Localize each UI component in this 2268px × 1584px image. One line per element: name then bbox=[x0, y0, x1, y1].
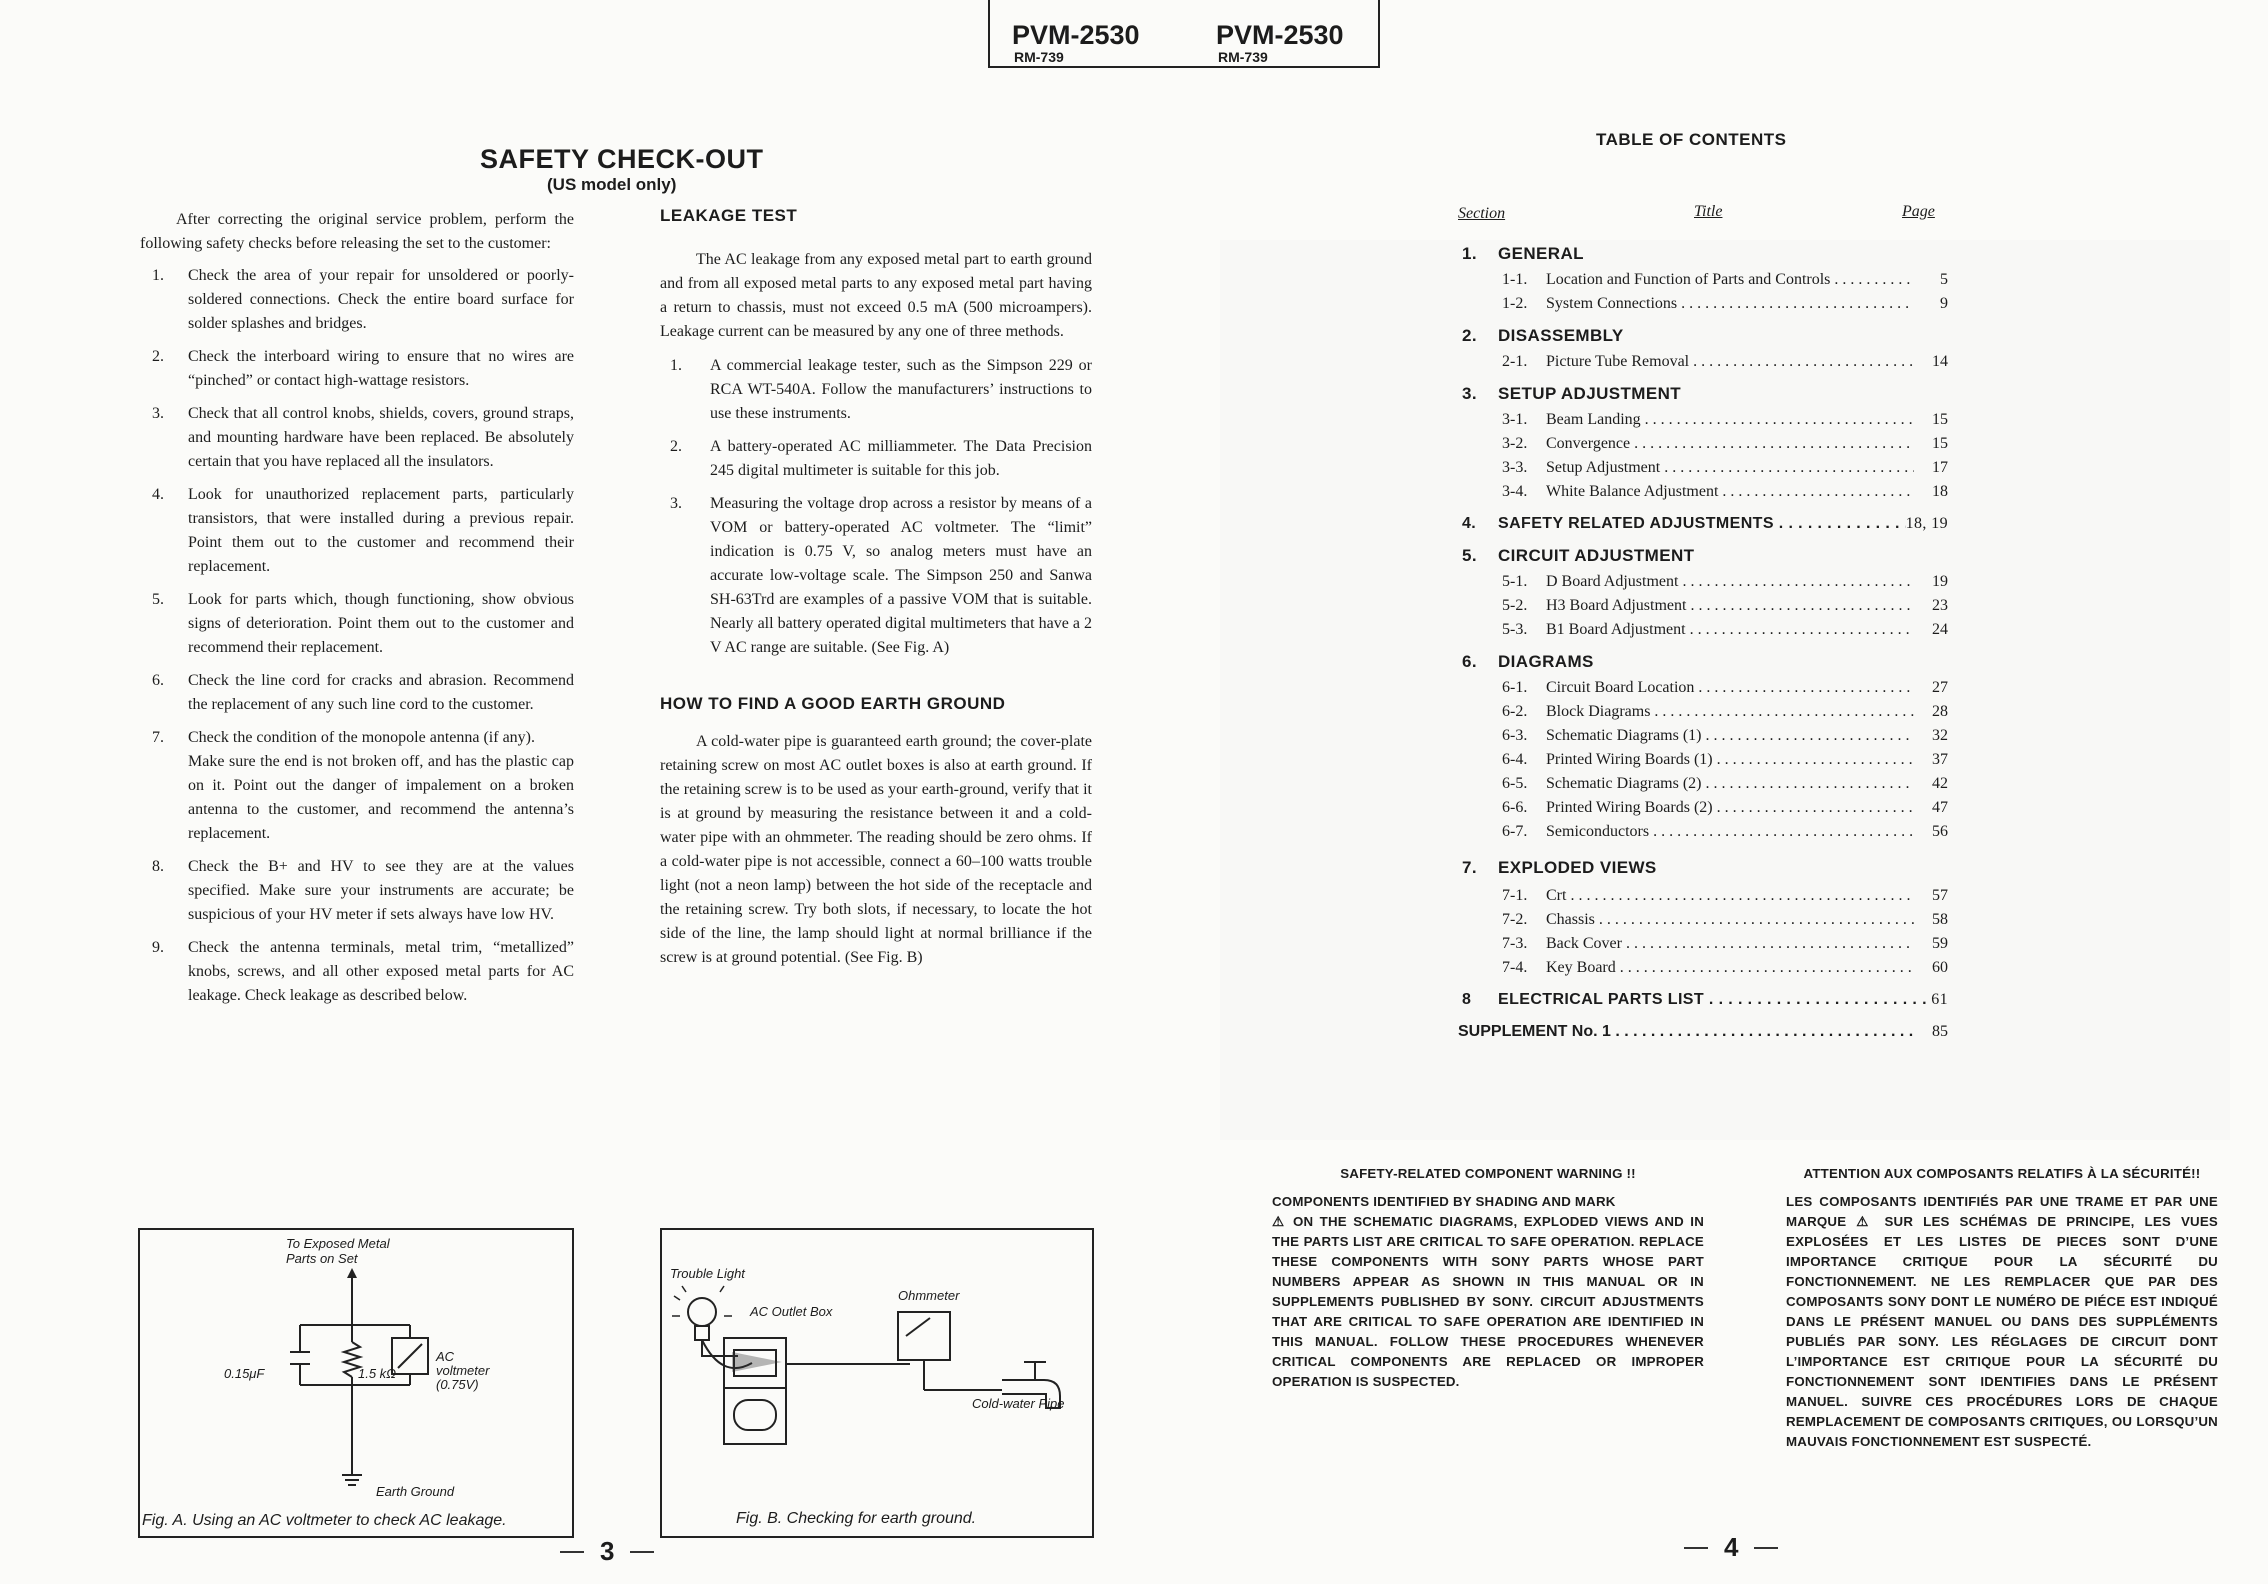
method-item: 1. A commercial leakage tester, such as the Simpson 229 or RCA WT-540A. Follow the manufacturers’ instructions to use these instruments. bbox=[670, 357, 1092, 422]
check-item: 4. Look for unauthorized replacement parts, particularly transistors, that were installed during a previous repair. Point them out to the customer and recommend their replacement. bbox=[152, 486, 574, 575]
toc-entry[interactable]: 3-3. Setup Adjustment . . . 17 bbox=[1502, 456, 1948, 480]
toc-entry[interactable]: 6-6. Printed Wiring Boards (2) . . . 47 bbox=[1502, 796, 1948, 820]
fig-b-caption: Fig. B. Checking for earth ground. bbox=[736, 1510, 977, 1527]
method-item: 2. A battery-operated AC milliammeter. The Data Precision 245 digital multimeter is suitable for this job. bbox=[670, 438, 1092, 479]
toc-entry[interactable]: 5-3. B1 Board Adjustment . . . 24 bbox=[1502, 618, 1948, 642]
model-right: PVM-2530 bbox=[1216, 20, 1344, 50]
figure-b bbox=[660, 1228, 1094, 1538]
caution-triangle-icon: ⚠ bbox=[1272, 1214, 1287, 1229]
check-item: 2. Check the interboard wiring to ensure that no wires are “pinched” or contact high-wattage resistors. bbox=[152, 348, 574, 389]
toc-entry[interactable]: 1-2. System Connections . . . 9 bbox=[1502, 292, 1948, 316]
intro-text: After correcting the original service problem, perform the following safety checks before releasing the set to the customer: bbox=[140, 211, 574, 252]
check-item: 8. Check the B+ and HV to see they are at the values specified. Make sure your instruments are accurate; be suspicious of your HV meter if sets always have low HV. bbox=[152, 858, 574, 923]
check-item: 1. Check the area of your repair for unsoldered or poorly-soldered connections. Check the entire board surface for solder splashes and bridges. bbox=[152, 267, 574, 332]
ohmmeter-label: Ohmmeter bbox=[898, 1288, 960, 1303]
toc-col-section: Section bbox=[1458, 205, 1506, 222]
toc-section: 3. SETUP ADJUSTMENT bbox=[1462, 384, 1682, 403]
page-number-4: 4 bbox=[1684, 1532, 1778, 1563]
earth-text: A cold-water pipe is guaranteed earth ground; the cover-plate retaining screw on most AC outlet boxes is also at earth ground. If the retaining screw is to be used as your earth-ground, verify that it is at ground by measuring the resistance between it and a cold-water pipe with an ohmmeter. The reading should be zero ohms. If a cold-water pipe is not accessible, connect a 60–100 watts trouble light (not a neon lamp) between the hot side of the receptacle and the retaining screw. Try both slots, if necessary, to locate the hot side of the line, the lamp should light at normal brilliance if the screw is at ground potential. (See Fig. B) bbox=[660, 733, 1092, 966]
model-header bbox=[988, 0, 1380, 68]
toc-supplement[interactable]: SUPPLEMENT No. 1 . . . 85 bbox=[1458, 1020, 1948, 1044]
toc-entry[interactable]: 5-2. H3 Board Adjustment . . . 23 bbox=[1502, 594, 1948, 618]
toc-section[interactable]: 8 ELECTRICAL PARTS LIST . . . 61 bbox=[1462, 988, 1948, 1012]
toc-entry[interactable]: 6-1. Circuit Board Location . . . 27 bbox=[1502, 676, 1948, 700]
fig-a-caption: Fig. A. Using an AC voltmeter to check AC leakage. bbox=[142, 1512, 507, 1529]
leakage-column bbox=[660, 206, 1092, 970]
toc-entry[interactable]: 6-3. Schematic Diagrams (1) . . . 32 bbox=[1502, 724, 1948, 748]
caution-triangle-icon: ⚠ bbox=[1856, 1214, 1875, 1229]
toc-section: 2. DISASSEMBLY bbox=[1462, 326, 1624, 345]
outlet-box-label: AC Outlet Box bbox=[750, 1304, 833, 1319]
page-number-3: 3 bbox=[560, 1536, 654, 1567]
earth-heading: HOW TO FIND A GOOD EARTH GROUND bbox=[660, 694, 1006, 713]
fig-a-top-label: To Exposed Metal Parts on Set bbox=[286, 1236, 390, 1266]
voltmeter-label: AC voltmeter (0.75V) bbox=[436, 1349, 490, 1392]
toc-col-title: Title bbox=[1694, 203, 1723, 220]
method-item: 3. Measuring the voltage drop across a resistor by means of a VOM or battery-operated AC voltmeter. The “limit” indication is 0.75 V, so analog meters must have an accurate low-voltage scale. The Simpson 250 and Sanwa SH-63Trd are examples of a passive VOM that is suitable. Nearly all battery operated digital multimeters that have a 2 V AC range are suitable. (See Fig. A) bbox=[670, 495, 1092, 656]
rm-left: RM-739 bbox=[1014, 49, 1064, 65]
check-item: 3. Check that all control knobs, shields, covers, ground straps, and mounting hardware have been replaced. Be absolutely certain that you have replaced all the insulators. bbox=[152, 405, 574, 470]
toc-entry[interactable]: 7-4. Key Board . . . 60 bbox=[1502, 956, 1948, 980]
toc-title: TABLE OF CONTENTS bbox=[1596, 130, 1787, 149]
check-item: 9. Check the antenna terminals, metal trim, “metallized” knobs, screws, and all other exposed metal parts for AC leakage. Check leakage as described below. bbox=[152, 939, 574, 1004]
leakage-intro: The AC leakage from any exposed metal part to earth ground and from all exposed metal parts to any exposed metal part having a return to chassis, must not exceed 0.5 mA (500 microampers). Leakage current can be measured by any one of three methods. bbox=[660, 251, 1092, 340]
checks-column bbox=[140, 208, 574, 1017]
toc-entry[interactable]: 6-7. Semiconductors . . . 56 bbox=[1502, 820, 1948, 844]
toc-entry[interactable]: 6-5. Schematic Diagrams (2) . . . 42 bbox=[1502, 772, 1948, 796]
capacitor-label: 0.15μF bbox=[224, 1366, 265, 1381]
toc-list bbox=[1458, 244, 1948, 1044]
toc-col-page: Page bbox=[1902, 203, 1935, 220]
check-item: 7. Check the condition of the monopole antenna (if any). Make sure the end is not broken off, and has the plastic cap on it. Point out the danger of impalement on a broken antenna to the customer, and recommend the antenna’s replacement. bbox=[152, 729, 574, 842]
rm-right: RM-739 bbox=[1218, 49, 1268, 65]
warning-french: ATTENTION AUX COMPOSANTS RELATIFS À LA SÉCURITÉ!! LES COMPOSANTS IDENTIFIÉS PAR UNE TRAME ET PAR UNE MARQUE ⚠ SUR LES SCHÉMAS DE PRINCIPE, LES VUES EXPLOSÉES ET LES LISTES DE PIECES SONT D’UNE IMPORTANCE CRITIQUE POUR LA SÉCURITÉ DU FONCTIONNEMENT. NE LES REMPLACER QUE PAR DES COMPOSANTS SONY DONT LE NUMÉRO DE PIÉCE EST INDIQUÉ DANS LE PRÉSENT MANUEL OU DANS DES SUPPLÉMENTS PUBLIÉS PAR SONY. LES RÉGLAGES DE CIRCUIT DONT L’IMPORTANCE EST CRITIQUE POUR LA SÉCURITÉ DU FONCTIONNEMENT SONT IDENTIFIES DANS LE PRÉSENT MANUEL. SUIVRE CES PROCÉDURES LORS DE CHAQUE REMPLACEMENT DE COMPOSANTS CRITIQUES, OU LORSQU’UN MAUVAIS FONCTIONNEMENT EST SUSPECTÉ. bbox=[1786, 1166, 2218, 1449]
toc-entry[interactable]: 3-2. Convergence . . . 15 bbox=[1502, 432, 1948, 456]
page-title: SAFETY CHECK-OUT bbox=[480, 144, 764, 174]
toc-entry[interactable]: 7-3. Back Cover . . . 59 bbox=[1502, 932, 1948, 956]
leakage-heading: LEAKAGE TEST bbox=[660, 206, 798, 225]
toc-entry[interactable]: 1-1. Location and Function of Parts and Controls . . . 5 bbox=[1502, 268, 1948, 292]
cold-water-pipe-label: Cold-water Pipe bbox=[972, 1396, 1065, 1411]
toc-entry[interactable]: 7-2. Chassis . . . 58 bbox=[1502, 908, 1948, 932]
toc-entry[interactable]: 3-1. Beam Landing . . . 15 bbox=[1502, 408, 1948, 432]
toc-entry[interactable]: 2-1. Picture Tube Removal . . . 14 bbox=[1502, 350, 1948, 374]
check-item: 5. Look for parts which, though functioning, show obvious signs of deterioration. Point them out to the customer and recommend their replacement. bbox=[152, 591, 574, 656]
toc-section[interactable]: 4. SAFETY RELATED ADJUSTMENTS . . . 18, 19 bbox=[1462, 512, 1948, 536]
resistor-label: 1.5 kΩ bbox=[358, 1366, 397, 1381]
trouble-light-label: Trouble Light bbox=[670, 1266, 745, 1281]
warning-english: SAFETY-RELATED COMPONENT WARNING !! COMPONENTS IDENTIFIED BY SHADING AND MARK ⚠ ON THE SCHEMATIC DIAGRAMS, EXPLODED VIEWS AND IN THE PARTS LIST ARE CRITICAL TO SAFE OPERATION. REPLACE THESE COMPONENTS WITH SONY PARTS WHOSE PART NUMBERS APPEAR AS SHOWN IN THIS MANUAL OR IN SUPPLEMENTS PUBLISHED BY SONY. CIRCUIT ADJUSTMENTS THAT ARE CRITICAL TO SAFE OPERATION ARE IDENTIFIED IN THIS MANUAL. FOLLOW THESE PROCEDURES WHENEVER CRITICAL COMPONENTS ARE REPLACED OR IMPROPER OPERATION IS SUSPECTED. bbox=[1272, 1166, 1704, 1389]
toc-entry[interactable]: 6-4. Printed Wiring Boards (1) . . . 37 bbox=[1502, 748, 1948, 772]
page-subtitle: (US model only) bbox=[547, 175, 677, 194]
model-left: PVM-2530 bbox=[1012, 20, 1140, 50]
toc-entry[interactable]: 6-2. Block Diagrams . . . 28 bbox=[1502, 700, 1948, 724]
toc-section: 7. EXPLODED VIEWS bbox=[1462, 858, 1657, 877]
check-item: 6. Check the line cord for cracks and abrasion. Recommend the replacement of any such line cord to the customer. bbox=[152, 672, 574, 713]
toc-section: 1. GENERAL bbox=[1462, 244, 1584, 263]
toc-section: 5. CIRCUIT ADJUSTMENT bbox=[1462, 546, 1695, 565]
earth-ground-label: Earth Ground bbox=[376, 1484, 455, 1499]
toc-entry[interactable]: 7-1. Crt . . . 57 bbox=[1502, 884, 1948, 908]
toc-entry[interactable]: 3-4. White Balance Adjustment . . . 18 bbox=[1502, 480, 1948, 504]
toc-section: 6. DIAGRAMS bbox=[1462, 652, 1594, 671]
toc-entry[interactable]: 5-1. D Board Adjustment . . . 19 bbox=[1502, 570, 1948, 594]
figure-a-diagram bbox=[140, 1230, 572, 1536]
figure-a bbox=[138, 1228, 574, 1538]
